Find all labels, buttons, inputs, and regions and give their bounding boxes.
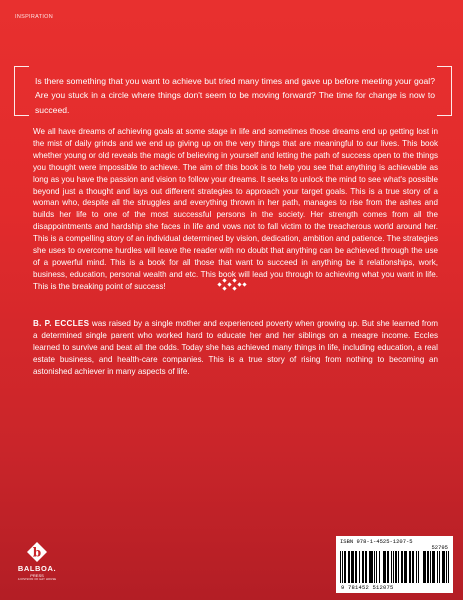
barcode-bar (362, 551, 363, 583)
barcode-bar (442, 551, 443, 583)
barcode-bar (405, 551, 406, 583)
barcode-bar (393, 551, 394, 583)
barcode-bar (437, 551, 438, 583)
barcode-bar (383, 551, 384, 583)
author-bio (33, 318, 438, 378)
barcode-bar (433, 551, 434, 583)
barcode-bar (348, 551, 349, 583)
barcode-bar (342, 551, 343, 583)
barcode-bar (345, 551, 346, 583)
barcode-bar (424, 551, 425, 583)
barcode-bar (363, 551, 364, 583)
barcode-bar (430, 551, 431, 583)
barcode-bar (443, 551, 444, 583)
barcode-bar (396, 551, 397, 583)
barcode-bar (423, 551, 424, 583)
barcode-bar (427, 551, 428, 583)
barcode-bar (379, 551, 380, 583)
barcode-bar (418, 551, 419, 583)
barcode-bar (365, 551, 366, 583)
barcode-bar (352, 551, 353, 583)
barcode-bar (416, 551, 417, 583)
balboa-logo-icon (26, 541, 48, 563)
category-label: INSPIRATION (15, 14, 54, 20)
barcode-bar (349, 551, 350, 583)
publisher-name: BALBOA. (17, 564, 57, 573)
publisher-logo (14, 541, 60, 582)
barcode-bar (359, 551, 360, 583)
barcode-bar (406, 551, 407, 583)
barcode-bar (356, 551, 357, 583)
isbn-barcode (336, 536, 453, 593)
barcode-bar (385, 551, 386, 583)
isbn-number: ISBN 978-1-4525-1207-5 (340, 538, 413, 545)
barcode-bar (376, 551, 377, 583)
barcode-bar (387, 551, 388, 583)
barcode-bar (444, 551, 445, 583)
barcode-bar (402, 551, 403, 583)
barcode-bar (372, 551, 373, 583)
barcode-bar (395, 551, 396, 583)
barcode-digits: 9 781452 512075 (341, 584, 394, 591)
barcode-bars (340, 551, 450, 583)
barcode-bar (369, 551, 370, 583)
barcode-bar (428, 551, 429, 583)
publisher-division: A DIVISION OF HAY HOUSE (17, 578, 57, 581)
logo-mark-letter: b (32, 545, 42, 560)
barcode-bar (401, 551, 402, 583)
barcode-bar (384, 551, 385, 583)
publisher-sub: PRESS (30, 573, 44, 578)
author-bio-text: was raised by a single mother and experienced poverty when growing up. But she learned from a determined single parent who worked hard to educate her and her siblings on a meagre income. Eccles learned to survive and beat all the odds. Today she has achieved many things in life, including education, a real estate business, and health-care companies. This is a true story of rising from nothing to becoming an astonished achiever in many aspects of life. (33, 319, 439, 376)
barcode-bar (432, 551, 433, 583)
barcode-bar (409, 551, 410, 583)
barcode-bar (340, 551, 341, 583)
barcode-bar (448, 551, 449, 583)
author-name: B. P. ECCLES (33, 319, 90, 328)
barcode-bar (425, 551, 426, 583)
barcode-bar (391, 551, 392, 583)
barcode-bar (404, 551, 405, 583)
barcode-bar (351, 551, 352, 583)
barcode-bar (410, 551, 411, 583)
barcode-bar (353, 551, 354, 583)
barcode-bar (412, 551, 413, 583)
price-code: 52795 (431, 544, 448, 551)
barcode-bar (366, 551, 367, 583)
intro-text: Is there something that you want to achieve but tried many times and gave up before meeting your goal? Are you stuck in a circle where things don't seem to be moving forward? The time for change is now to succeed. (35, 76, 435, 115)
barcode-bar (434, 551, 435, 583)
barcode-bar (374, 551, 375, 583)
barcode-bar (439, 551, 440, 583)
barcode-bar (355, 551, 356, 583)
barcode-bar (446, 551, 447, 583)
book-description: We all have dreams of achieving goals at some stage in life and sometimes those dreams end up getting lost in the mist of daily grinds and we end up giving up on the very things that are meaningful to our lives. This book whether young or old reveals the magic of believing in yourself and letting the path of success open to the things you thought were impossible to achieve. The aim of this book is to help you see that anything is achievable as long as you have the passion and vision to follow your dreams. It seeks to unlock the mind to see what's possible beyond just a thought and lays out different strategies to approach your target goals. This is a true story of a woman who, despite all the struggles and everything thrown in her path, manages to rise from the ashes and builds her life to one of the most successful persons in the society. Her strength comes from all the disappointments and hardship she faces in life and vows not to fall victim to the treacherous world around her. This is a compelling story of an individual determined by vision, dedication, ambition and patience. The strategies she uses to overcome hurdles will leave the reader with no doubt that anything can be achieved through the use of a powerful mind. This is a book for all those that want to succeed in anything be it relationships, work, business, education, personal wealth and etc. This book will lead you through to achieving what you want in life. This is the breaking point of success! (33, 127, 438, 291)
diamond-ornament-icon (215, 278, 249, 292)
barcode-bar (398, 551, 399, 583)
barcode-bar (344, 551, 345, 583)
barcode-bar (388, 551, 389, 583)
barcode-bar (371, 551, 372, 583)
barcode-bar (370, 551, 371, 583)
barcode-bar (413, 551, 414, 583)
